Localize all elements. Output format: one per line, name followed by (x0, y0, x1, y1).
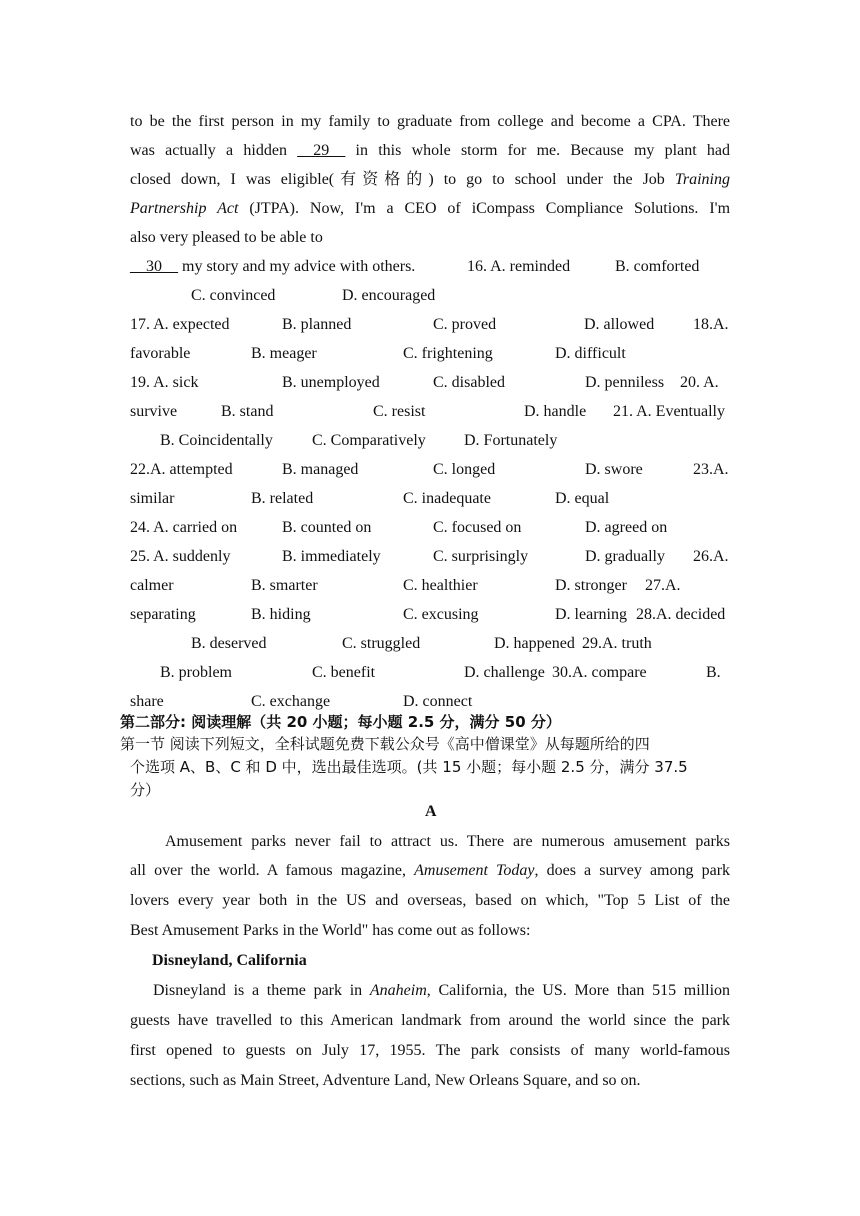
option: B. (706, 664, 721, 681)
option: D. equal (555, 490, 610, 507)
passage-line (153, 981, 730, 1001)
text-span: my story and my advice with others. (182, 258, 416, 275)
option: 19. A. sick (130, 374, 199, 391)
instruction-line: 分） (130, 781, 161, 799)
option: B. problem (160, 664, 232, 681)
text-span: (JTPA). Now, I'm a CEO of iCompass Compliance Solutions. I'm (249, 200, 731, 217)
text-span: closed down, I was eligible(有资格的) to go to school under the Job (130, 171, 665, 188)
option: B. unemployed (282, 374, 380, 391)
text-span: , California, the US. More than 515 million (426, 982, 731, 999)
option: B. planned (282, 316, 352, 333)
instruction-line: 个选项 A、B、C 和 D 中，选出最佳选项。(共 15 小题；每小题 2.5 分，满分 37.5 (130, 758, 688, 776)
text-span: lovers every year both in the US and overseas, based on which, "Top 5 List of the (130, 892, 730, 909)
option: B. counted on (282, 519, 372, 536)
text-span: was actually a hidden (130, 142, 287, 159)
text-span: all over the world. A famous magazine, (130, 862, 407, 879)
option: B. meager (251, 345, 317, 362)
option: C. benefit (312, 664, 376, 681)
option: D. Fortunately (464, 432, 558, 449)
italic-text: Training (674, 171, 730, 188)
passage-line (130, 921, 730, 941)
passage-line (130, 1011, 730, 1031)
option: D. encouraged (342, 287, 436, 304)
option: D. difficult (555, 345, 626, 362)
option: B. immediately (282, 548, 381, 565)
option: D. agreed on (585, 519, 668, 536)
option: D. handle (524, 403, 587, 420)
text-span: first opened to guests on July 17, 1955. The park consists of many world-famous (130, 1042, 730, 1059)
passage-line (130, 891, 730, 911)
option: 26.A. (693, 548, 729, 565)
magazine-title: Amusement Today (414, 862, 535, 879)
option: share (130, 693, 164, 710)
option: B. hiding (251, 606, 311, 623)
option: 28.A. decided (636, 606, 726, 623)
option: B. related (251, 490, 314, 507)
option: 29.A. truth (582, 635, 652, 652)
text-span: Disneyland is a theme park in (153, 982, 363, 999)
option: D. swore (585, 461, 643, 478)
text-span: to be the first person in my family to graduate from college and become a CPA. There (130, 113, 730, 130)
option: B. Coincidentally (160, 432, 273, 449)
option: C. struggled (342, 635, 421, 652)
option: D. challenge (464, 664, 545, 681)
option: B. stand (221, 403, 274, 420)
option: D. stronger (555, 577, 627, 594)
option: B. smarter (251, 577, 318, 594)
option: 30.A. compare (552, 664, 647, 681)
text-span: sections, such as Main Street, Adventure Land, New Orleans Square, and so on. (130, 1072, 641, 1089)
passage-line (130, 199, 730, 219)
text-span: Amusement parks never fail to attract us. There are numerous amusement parks (165, 833, 730, 850)
passage-line (130, 1071, 730, 1091)
option: 24. A. carried on (130, 519, 238, 536)
option: calmer (130, 577, 174, 594)
option: C. proved (433, 316, 497, 333)
option: C. healthier (403, 577, 478, 594)
text-span: guests have travelled to this American landmark from around the world since the park (130, 1012, 730, 1029)
option: D. happened (494, 635, 575, 652)
option: 25. A. suddenly (130, 548, 231, 565)
option: 17. A. expected (130, 316, 230, 333)
option: D. allowed (584, 316, 655, 333)
option: C. surprisingly (433, 548, 529, 565)
passage-line (165, 832, 730, 852)
option: C. disabled (433, 374, 505, 391)
option: C. excusing (403, 606, 479, 623)
passage-line (130, 228, 730, 248)
option: survive (130, 403, 178, 420)
italic-text: Partnership Act (130, 200, 239, 217)
option: C. frightening (403, 345, 493, 362)
passage-label: A (425, 803, 437, 820)
option: C. focused on (433, 519, 522, 536)
text-span: also very pleased to be able to (130, 229, 323, 246)
option: B. comforted (615, 258, 700, 275)
instruction-line: 第一节 阅读下列短文，全科试题免费下载公众号《高中僧课堂》从每题所给的四 (120, 735, 650, 753)
option: B. deserved (191, 635, 267, 652)
passage-line (130, 170, 730, 190)
option: C. resist (373, 403, 426, 420)
option: 20. A. (680, 374, 719, 391)
option: D. learning (555, 606, 627, 623)
passage-line (130, 141, 730, 161)
option: D. penniless (585, 374, 665, 391)
option: 22.A. attempted (130, 461, 233, 478)
blank-29: __29__ (297, 142, 346, 159)
place-name: Anaheim (369, 982, 427, 999)
option: 18.A. (693, 316, 729, 333)
option: C. Comparatively (312, 432, 426, 449)
option: C. convinced (191, 287, 276, 304)
passage-line (130, 1041, 730, 1061)
option: C. inadequate (403, 490, 491, 507)
option: C. exchange (251, 693, 331, 710)
option: separating (130, 606, 196, 623)
option: D. gradually (585, 548, 665, 565)
option: favorable (130, 345, 191, 362)
text-span: in this whole storm for me. Because my plant had (355, 142, 731, 159)
passage-line (130, 112, 730, 132)
option: 21. A. Eventually (613, 403, 725, 420)
text-span: , does a survey among park (534, 862, 731, 879)
option: C. longed (433, 461, 496, 478)
subheading: Disneyland, California (152, 952, 307, 969)
option: B. managed (282, 461, 359, 478)
passage-line (130, 861, 730, 881)
option: 27.A. (645, 577, 681, 594)
option: 23.A. (693, 461, 729, 478)
option: 16. A. reminded (467, 258, 571, 275)
section-heading: 第二部分: 阅读理解（共 20 小题；每小题 2.5 分，满分 50 分） (120, 713, 561, 731)
text-span: Best Amusement Parks in the World" has come out as follows: (130, 922, 531, 939)
blank-30: __30__ (130, 258, 178, 275)
option: similar (130, 490, 175, 507)
option: D. connect (403, 693, 473, 710)
